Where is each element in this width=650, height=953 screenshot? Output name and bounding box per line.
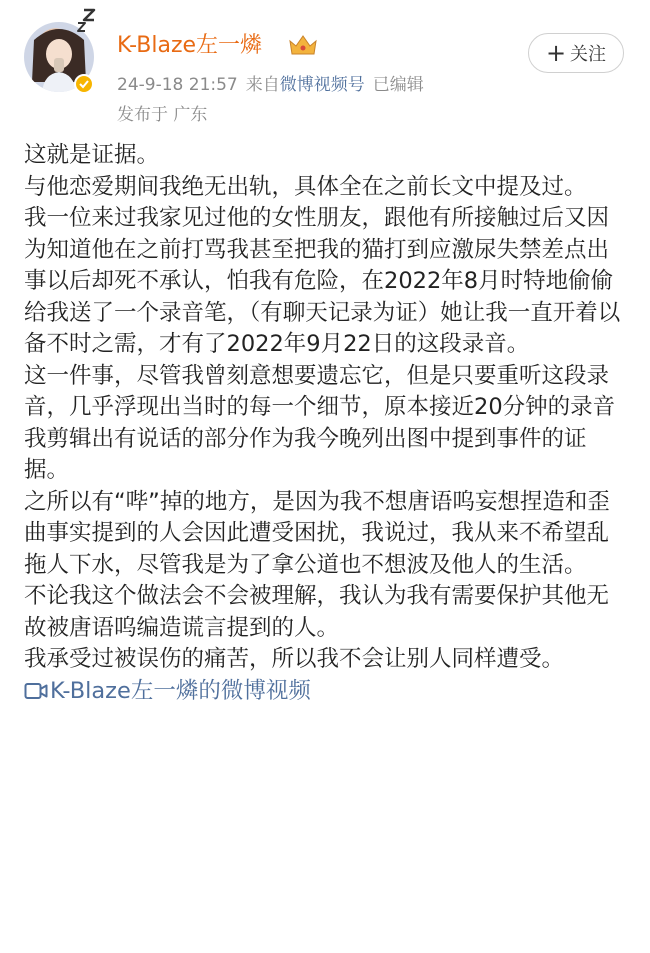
edited-label[interactable]: 已编辑 <box>372 75 424 95</box>
video-icon <box>24 681 48 701</box>
post-date: 24-9-18 21:57 <box>117 75 238 95</box>
video-link-label: K-Blaze左一燐的微博视频 <box>50 677 311 704</box>
paragraph: 这一件事，尽管我曾刻意想要遗忘它，但是只要重听这段录音，几乎浮现出当时的每一个细节，原本接近20分钟的录音我剪辑出有说话的部分作为我今晚列出图中提到事件的证据。 <box>24 362 616 483</box>
sleep-z-icon <box>76 8 98 34</box>
username[interactable]: K-Blaze左一燐 <box>117 33 263 58</box>
post-meta <box>117 70 432 95</box>
plus-icon: + <box>545 39 567 67</box>
post-location: 发布于 广东 <box>117 105 208 125</box>
paragraph: 我一位来过我家见过他的女性朋友，跟他有所接触过后又因为知道他在之前打骂我甚至把我的猫打到应激尿失禁差点出事以后却死不承认，怕我有危险，在2022年8月时特地偷偷给我送了一个录音笔，（有聊天记录为证）她让我一直开着以备不时之需，才有了2022年9月22日的这段录音。 <box>24 205 621 357</box>
source-link[interactable]: 微博视频号 <box>279 75 365 95</box>
paragraph-last <box>24 644 628 707</box>
post-text <box>24 140 628 707</box>
source-prefix: 来自 <box>245 75 280 95</box>
follow-label: 关注 <box>570 44 607 65</box>
paragraph: 这就是证据。 <box>24 142 160 168</box>
follow-button[interactable] <box>528 33 624 73</box>
paragraph: 与他恋爱期间我绝无出轨，具体全在之前长文中提及过。 <box>24 173 587 200</box>
post-header <box>0 0 650 135</box>
last-paragraph-text: 我承受过被误伤的痛苦，所以我不会让别人同样遭受。 <box>24 646 565 672</box>
verified-badge-icon <box>74 74 94 94</box>
video-link[interactable] <box>24 678 311 704</box>
crown-icon <box>287 33 319 57</box>
paragraph: 不论我这个做法会不会被理解，我认为我有需要保护其他无故被唐语呜编造谎言提到的人。 <box>24 583 610 641</box>
paragraph: 之所以有“哔”掉的地方，是因为我不想唐语呜妄想捏造和歪曲事实提到的人会因此遭受困扰，我说过，我从来不希望乱拖人下水，尽管我是为了拿公道也不想波及他人的生活。 <box>24 488 610 578</box>
